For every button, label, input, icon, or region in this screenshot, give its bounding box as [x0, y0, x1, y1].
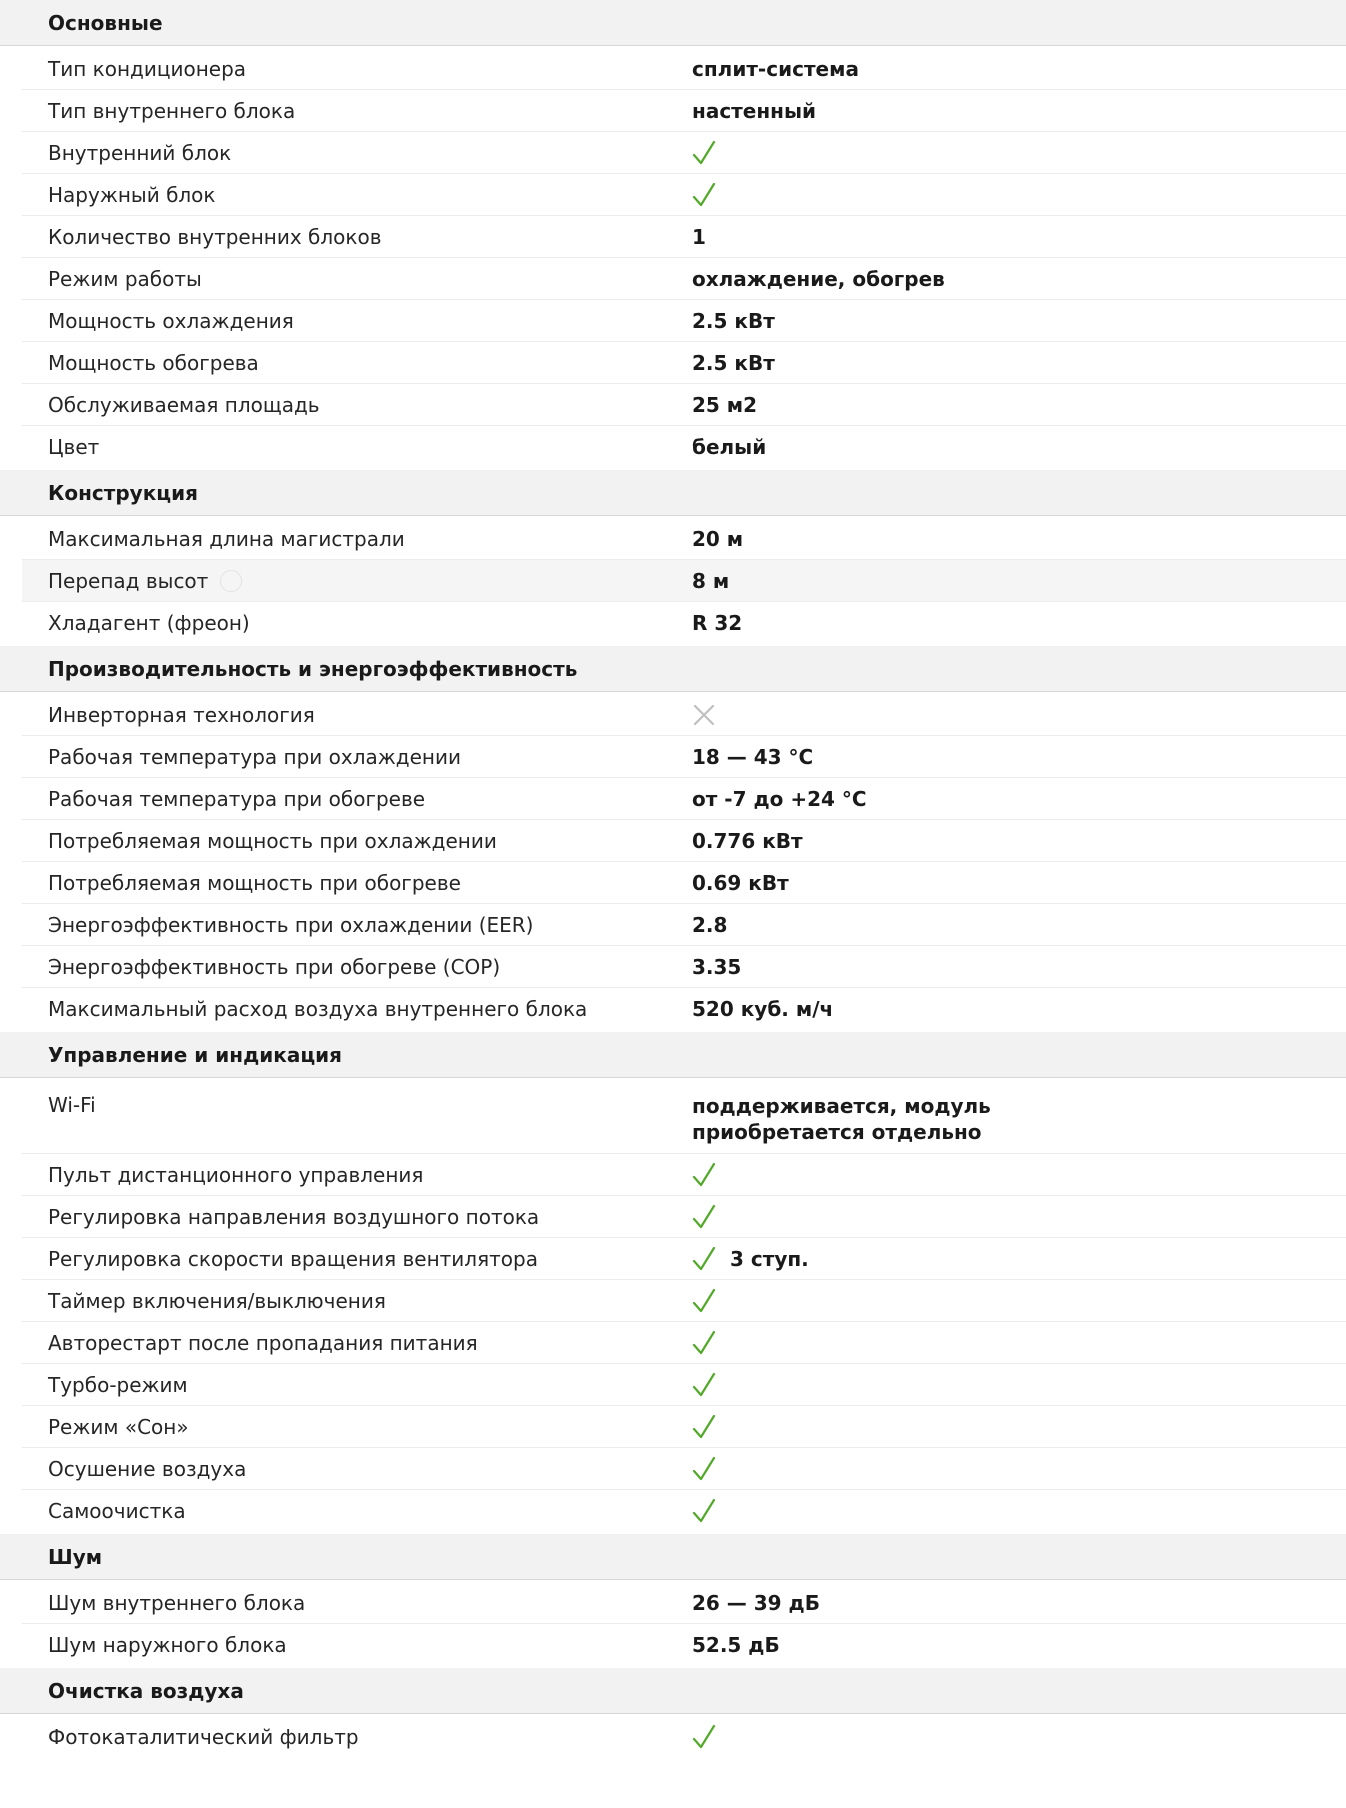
spec-label: Потребляемая мощность при обогреве — [48, 870, 461, 895]
spec-value: 2.8 — [692, 912, 728, 937]
spec-label-cell — [22, 569, 692, 593]
check-icon — [692, 1456, 716, 1482]
spec-value: 8 м — [692, 568, 730, 593]
spec-row — [22, 258, 1346, 300]
spec-row — [22, 1582, 1346, 1624]
spec-label: Осушение воздуха — [48, 1456, 247, 1481]
spec-label-cell — [22, 393, 692, 417]
spec-value: белый — [692, 435, 767, 459]
spec-value-cell — [692, 224, 1152, 250]
spec-value-cell — [692, 1204, 1152, 1230]
spec-label: Наружный блок — [48, 182, 216, 207]
spec-row — [22, 1196, 1346, 1238]
spec-value-cell — [692, 1093, 1152, 1145]
spec-label: Тип внутреннего блока — [48, 98, 296, 123]
spec-row — [22, 174, 1346, 216]
spec-label: Таймер включения/выключения — [48, 1288, 386, 1313]
spec-value-cell — [692, 828, 1152, 854]
check-icon — [692, 1204, 716, 1230]
spec-label-cell — [22, 871, 692, 895]
spec-row — [22, 132, 1346, 174]
spec-label-cell — [22, 1499, 692, 1523]
spec-label: Регулировка скорости вращения вентилятора — [48, 1246, 538, 1271]
spec-label-cell — [22, 225, 692, 249]
check-icon — [692, 1330, 716, 1356]
help-icon[interactable] — [220, 570, 242, 592]
spec-row — [22, 1280, 1346, 1322]
spec-row — [22, 426, 1346, 468]
spec-label-cell — [22, 527, 692, 551]
spec-label-cell — [22, 913, 692, 937]
spec-label: Тип кондиционера — [48, 56, 247, 81]
spec-row — [22, 946, 1346, 988]
spec-label-cell — [22, 997, 692, 1021]
spec-label-cell — [22, 183, 692, 207]
spec-label-cell — [22, 1163, 692, 1187]
spec-row — [22, 778, 1346, 820]
spec-label: Мощность обогрева — [48, 350, 259, 375]
spec-value: R 32 — [692, 611, 743, 635]
spec-value-cell — [692, 182, 1152, 208]
spec-value-cell — [692, 786, 1152, 812]
spec-value: настенный — [692, 98, 817, 123]
spec-row — [22, 1238, 1346, 1280]
spec-value: от -7 до +24 °C — [692, 786, 867, 811]
spec-value: 26 — 39 дБ — [692, 1590, 820, 1615]
spec-label-cell — [22, 955, 692, 979]
spec-value-cell — [692, 1372, 1152, 1398]
spec-label-cell — [22, 1331, 692, 1355]
spec-label-cell — [22, 351, 692, 375]
spec-label: Регулировка направления воздушного потока — [48, 1204, 540, 1229]
spec-value-cell — [692, 350, 1152, 376]
section-rows — [0, 1580, 1346, 1668]
spec-label: Пульт дистанционного управления — [48, 1162, 424, 1187]
spec-label: Рабочая температура при обогреве — [48, 786, 426, 811]
spec-label: Фотокаталитический фильтр — [48, 1725, 359, 1749]
spec-label-cell — [22, 1247, 692, 1271]
spec-row — [22, 694, 1346, 736]
spec-value-cell — [692, 703, 1152, 727]
spec-row — [22, 1624, 1346, 1666]
spec-label-cell — [22, 611, 692, 635]
spec-label-cell — [22, 141, 692, 165]
spec-value-cell — [692, 996, 1152, 1022]
section-1 — [0, 470, 1346, 646]
spec-row — [22, 1716, 1346, 1758]
spec-label-cell — [22, 1205, 692, 1229]
spec-row — [22, 1490, 1346, 1532]
spec-value-cell — [692, 1288, 1152, 1314]
section-4 — [0, 1534, 1346, 1668]
spec-value-cell — [692, 568, 1152, 594]
spec-value-cell — [692, 1414, 1152, 1440]
spec-label: Мощность охлаждения — [48, 308, 294, 333]
spec-row — [22, 48, 1346, 90]
spec-label: Внутренний блок — [48, 140, 232, 165]
spec-row — [22, 90, 1346, 132]
spec-label: Максимальный расход воздуха внутреннего блока — [48, 997, 588, 1021]
spec-value: 0.776 кВт — [692, 828, 803, 853]
spec-value-cell — [692, 954, 1152, 980]
spec-label: Перепад высот — [48, 568, 209, 593]
spec-row — [22, 1322, 1346, 1364]
spec-label: Рабочая температура при охлаждении — [48, 744, 461, 769]
spec-value: 18 — 43 °C — [692, 744, 814, 769]
spec-row — [22, 1364, 1346, 1406]
section-title: Очистка воздуха — [0, 1668, 1346, 1714]
spec-label-cell — [22, 309, 692, 333]
spec-value-cell — [692, 266, 1152, 292]
spec-value: 20 м — [692, 526, 744, 551]
spec-row — [22, 1406, 1346, 1448]
spec-label-cell — [22, 1725, 692, 1749]
spec-value-cell — [692, 434, 1152, 460]
spec-label-cell — [22, 1415, 692, 1439]
spec-label-cell — [22, 1373, 692, 1397]
spec-value: 520 куб. м/ч — [692, 997, 834, 1021]
check-icon — [692, 140, 716, 166]
section-title: Шум — [0, 1534, 1346, 1580]
spec-value-cell — [692, 392, 1152, 418]
spec-label: Самоочистка — [48, 1499, 186, 1523]
spec-label-cell — [22, 435, 692, 459]
spec-label: Режим работы — [48, 266, 202, 291]
spec-value: 2.5 кВт — [692, 350, 775, 375]
spec-value: 1 — [692, 224, 706, 249]
spec-row — [22, 988, 1346, 1030]
spec-label: Энергоэффективность при охлаждении (EER) — [48, 912, 534, 937]
spec-value-cell — [692, 1632, 1152, 1658]
spec-row — [22, 300, 1346, 342]
spec-value-cell — [692, 1246, 1152, 1272]
cross-icon — [692, 703, 716, 727]
check-icon — [692, 1162, 716, 1188]
spec-label-cell — [22, 57, 692, 81]
section-title: Основные — [0, 0, 1346, 46]
section-rows — [0, 1078, 1346, 1534]
spec-label-cell — [22, 1633, 692, 1657]
spec-value: 2.5 кВт — [692, 308, 775, 333]
spec-label-cell — [22, 1289, 692, 1313]
check-icon — [692, 1724, 716, 1750]
spec-value: поддерживается, модуль приобретается отдельно — [692, 1094, 991, 1144]
spec-label: Максимальная длина магистрали — [48, 526, 405, 551]
spec-label-cell — [22, 1093, 692, 1117]
spec-label-cell — [22, 1457, 692, 1481]
spec-value-cell — [692, 1330, 1152, 1356]
spec-extra-value: 3 ступ. — [730, 1246, 809, 1271]
check-icon — [692, 1498, 716, 1524]
spec-value-cell — [692, 870, 1152, 896]
spec-row — [22, 862, 1346, 904]
section-rows — [0, 46, 1346, 470]
spec-value: 0.69 кВт — [692, 870, 789, 895]
spec-value-cell — [692, 610, 1152, 636]
spec-value: 52.5 дБ — [692, 1633, 780, 1657]
spec-label: Wi-Fi — [48, 1093, 96, 1117]
section-2 — [0, 646, 1346, 1032]
spec-label: Цвет — [48, 435, 100, 459]
spec-label-cell — [22, 267, 692, 291]
spec-label: Количество внутренних блоков — [48, 224, 382, 249]
spec-label-cell — [22, 703, 692, 727]
spec-row — [22, 602, 1346, 644]
section-title: Конструкция — [0, 470, 1346, 516]
section-rows — [0, 692, 1346, 1032]
check-icon — [692, 1414, 716, 1440]
section-title: Управление и индикация — [0, 1032, 1346, 1078]
spec-label-cell — [22, 787, 692, 811]
spec-row — [22, 560, 1346, 602]
spec-label: Шум внутреннего блока — [48, 1590, 306, 1615]
spec-value: 25 м2 — [692, 392, 758, 417]
spec-label-cell — [22, 99, 692, 123]
spec-value: охлаждение, обогрев — [692, 266, 945, 291]
spec-row — [22, 820, 1346, 862]
spec-row — [22, 384, 1346, 426]
spec-label-cell — [22, 829, 692, 853]
spec-value-cell — [692, 308, 1152, 334]
spec-label: Потребляемая мощность при охлаждении — [48, 828, 497, 853]
spec-label: Турбо-режим — [48, 1372, 188, 1397]
spec-label: Инверторная технология — [48, 702, 315, 727]
check-icon — [692, 1372, 716, 1398]
section-rows — [0, 1714, 1346, 1760]
spec-value-cell — [692, 1590, 1152, 1616]
spec-row — [22, 736, 1346, 778]
spec-value-cell — [692, 526, 1152, 552]
spec-row — [22, 904, 1346, 946]
section-title: Производительность и энергоэффективность — [0, 646, 1346, 692]
spec-row — [22, 1080, 1346, 1154]
spec-row — [22, 1154, 1346, 1196]
section-rows — [0, 516, 1346, 646]
spec-label: Режим «Сон» — [48, 1414, 189, 1439]
spec-row — [22, 518, 1346, 560]
spec-row — [22, 1448, 1346, 1490]
spec-row — [22, 216, 1346, 258]
spec-value-cell — [692, 1456, 1152, 1482]
section-3 — [0, 1032, 1346, 1534]
spec-label: Обслуживаемая площадь — [48, 392, 320, 417]
spec-value: сплит-система — [692, 56, 859, 81]
spec-label-cell — [22, 745, 692, 769]
spec-value-cell — [692, 140, 1152, 166]
check-icon — [692, 1288, 716, 1314]
spec-label: Авторестарт после пропадания питания — [48, 1330, 478, 1355]
check-icon — [692, 182, 716, 208]
spec-row — [22, 342, 1346, 384]
spec-label: Энергоэффективность при обогреве (COP) — [48, 954, 501, 979]
spec-label-cell — [22, 1591, 692, 1615]
section-0 — [0, 0, 1346, 470]
section-5 — [0, 1668, 1346, 1760]
check-icon — [692, 1246, 716, 1272]
spec-value-cell — [692, 1162, 1152, 1188]
spec-value-cell — [692, 912, 1152, 938]
spec-value-cell — [692, 1724, 1152, 1750]
spec-label: Шум наружного блока — [48, 1633, 287, 1657]
spec-value-cell — [692, 1498, 1152, 1524]
spec-value: 3.35 — [692, 954, 742, 979]
spec-label: Хладагент (фреон) — [48, 611, 250, 635]
spec-value-cell — [692, 98, 1152, 124]
spec-value-cell — [692, 744, 1152, 770]
spec-value-cell — [692, 56, 1152, 82]
